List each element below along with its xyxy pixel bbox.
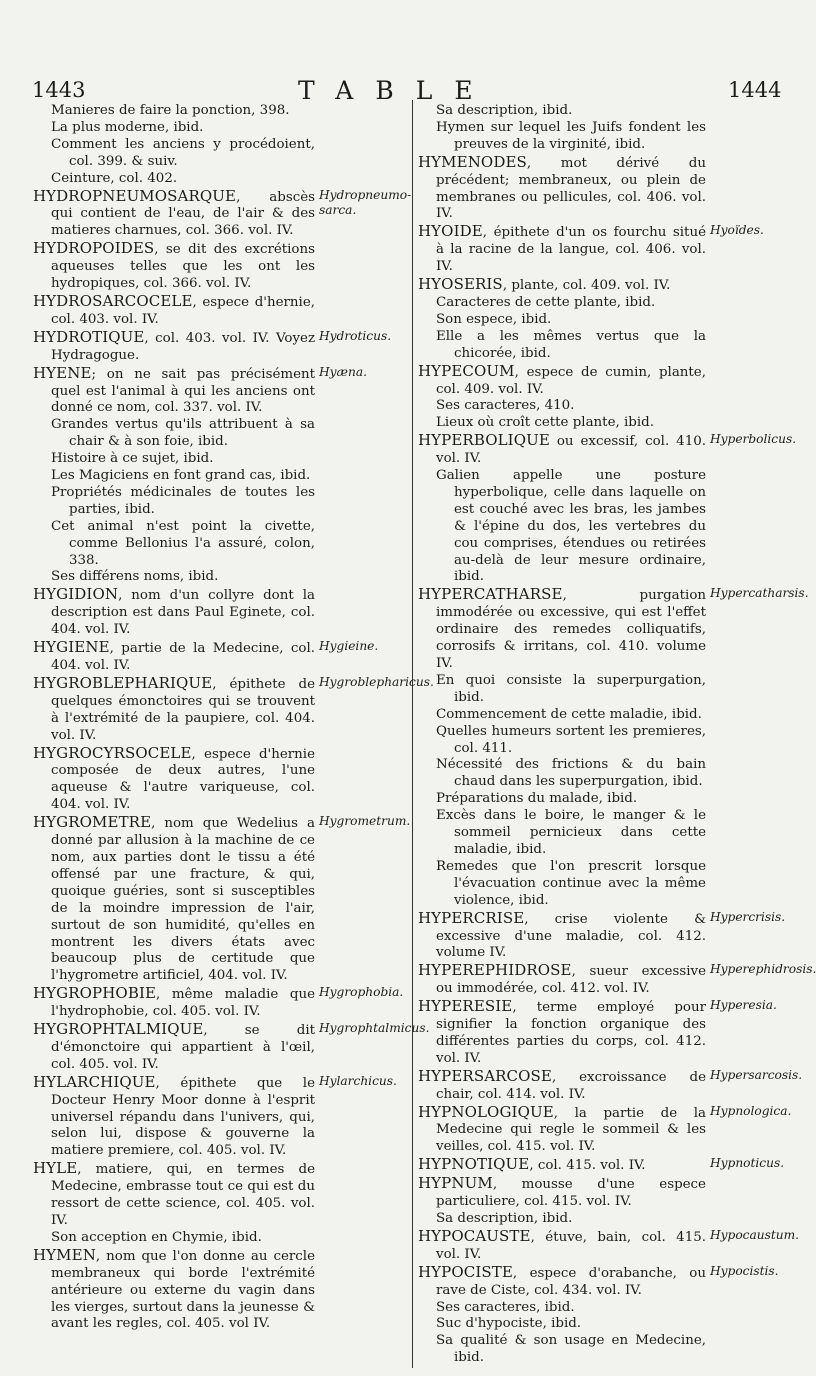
latin-margin-note: Hyperephidrosis. xyxy=(710,962,816,977)
index-entry xyxy=(33,813,411,985)
entry-text xyxy=(418,275,792,295)
entry-text xyxy=(436,415,792,432)
entry-text xyxy=(33,1159,401,1230)
index-subentry xyxy=(418,295,792,312)
entry-body: Elle a les mêmes vertus que la chicorée, ibid. xyxy=(436,328,706,361)
entry-body: Grandes vertus qu'ils attribuent à sa chair & à son foie, ibid. xyxy=(51,417,315,450)
entry-body: , purgation immodérée ou excessive, qui est l'effet ordinaire des remedes colliquatifs, corrosifs & irritans, col. 410. volume IV. xyxy=(436,588,706,671)
entry-body: Quelles humeurs sortent les premieres, col. 411. xyxy=(436,723,706,756)
entry-body: Remedes que l'on prescrit lorsque l'évacuation continue avec la même violence, ibid. xyxy=(436,858,706,908)
index-entry xyxy=(418,276,792,295)
latin-margin-note: Hypnologica. xyxy=(710,1103,792,1118)
entry-body: , nom que Wedelius a donné par allusion à la machine de ce nom, aux parties dont le tissu a été offensé par une fracture, & qui, quoique guéries, sont si susceptibles de la moindre impression de l'air, surtout de son humidité, qu'elles en montrent les divers états avec beaucoup plus de certitude que l'hygrometre artificiel, 404. vol. IV. xyxy=(51,816,315,984)
entry-text xyxy=(51,170,401,188)
entry-headword: HYENE xyxy=(33,363,92,382)
latin-margin-note: Hygieine. xyxy=(319,639,379,654)
entry-text xyxy=(418,1174,792,1211)
entry-headword: HYGROCYRSOCELE xyxy=(33,743,192,762)
entry-text xyxy=(436,1333,792,1367)
index-subentry xyxy=(418,1300,792,1317)
entry-body: , sueur excessive ou immodérée, col. 412. vol. IV. xyxy=(436,964,706,997)
entry-body: , épithete d'un os fourchu situé à la racine de la langue, col. 406. vol. IV. xyxy=(436,225,706,275)
entry-body: Sa description, ibid. xyxy=(436,1211,573,1226)
entry-body: Son acception en Chymie, ibid. xyxy=(51,1229,262,1245)
column-divider xyxy=(412,100,413,1368)
entry-headword: HYPNUM xyxy=(418,1174,493,1193)
entry-body: , épithete de quelques émonctoires qui se trouvent à l'extrémité de la paupiere, col. 404. vol. IV. xyxy=(51,676,315,743)
index-entry xyxy=(418,585,809,673)
entry-text xyxy=(436,672,792,707)
entry-headword: HYPERSARCOSE xyxy=(418,1066,552,1085)
index-entry xyxy=(418,431,797,468)
index-subentry xyxy=(33,120,401,137)
entry-body: Histoire à ce sujet, ibid. xyxy=(51,451,214,467)
entry-body: , abscès qui contient de l'eau, de l'air & des matieres charnues, col. 366. vol. IV. xyxy=(51,189,315,239)
entry-text xyxy=(51,119,401,137)
index-entry xyxy=(418,223,792,276)
entry-text xyxy=(436,119,792,154)
index-subentry xyxy=(418,1316,792,1333)
page-number-left: 1443 xyxy=(32,78,86,102)
index-entry xyxy=(418,1104,792,1157)
entry-headword: HYOSERIS xyxy=(418,275,503,294)
entry-body: , plante, col. 409. vol. IV. xyxy=(502,278,671,294)
entry-text xyxy=(418,152,792,224)
index-subentry xyxy=(418,808,792,859)
index-entry xyxy=(33,1160,401,1230)
latin-margin-note: Hydroticus. xyxy=(319,328,392,343)
entry-body: Ses caracteres, ibid. xyxy=(436,1299,575,1315)
index-subentry xyxy=(418,329,792,363)
entry-body: , mousse d'une espece particuliere, col. 415. vol. IV. xyxy=(436,1177,706,1210)
entry-headword: HYPERCATHARSE xyxy=(418,585,563,604)
index-subentry xyxy=(33,519,401,570)
latin-margin-note: Hylarchicus. xyxy=(319,1073,397,1088)
entry-headword: HYPERESIE xyxy=(418,997,513,1016)
entry-body: Excès dans le boire, le manger & le sommeil pernicieux dans cette maladie, ibid. xyxy=(436,808,706,857)
entry-text xyxy=(436,328,792,363)
index-entry xyxy=(33,186,412,241)
entry-headword: HYGROBLEPHARIQUE xyxy=(33,673,213,692)
entry-text xyxy=(33,239,401,293)
entry-text xyxy=(436,1316,792,1333)
entry-headword: HYOIDE xyxy=(418,222,483,241)
entry-body: Galien appelle une posture hyperbolique, celle dans laquelle on est couché avec les bras, les jambes & l'épine du dos, les vertebres du cou comprises, étendues ou retirées au-delà de leur mesure ordinaire, ibid. xyxy=(436,468,706,585)
entry-body: , étuve, bain, col. 415. vol. IV. xyxy=(436,1229,706,1262)
entry-headword: HYPERBOLIQUE xyxy=(418,431,550,450)
entry-headword: HYPERCRISE xyxy=(418,908,525,927)
entry-text xyxy=(33,1245,401,1334)
entry-body: Sa qualité & son usage en Medecine, ibid. xyxy=(436,1333,706,1366)
latin-margin-note: Hypersarcosis. xyxy=(710,1067,803,1082)
entry-body: , espece d'hernie composée de deux autres, l'une aqueuse & l'autre variqueuse, col. 404. vol. IV. xyxy=(51,746,315,813)
entry-body: La plus moderne, ibid. xyxy=(51,119,204,135)
entry-body: , espece d'orabanche, ou rave de Ciste, col. 434. vol. IV. xyxy=(436,1265,706,1298)
entry-text xyxy=(51,417,401,451)
index-subentry xyxy=(33,451,401,468)
index-entry xyxy=(418,363,792,399)
index-subentry xyxy=(418,103,792,120)
entry-body: , nom que l'on donne au cercle membraneux qui borde l'extrémité antérieure ou externe du vagin dans les vierges, surtout dans la jeunesse & avant les regles, col. 405. vol IV. xyxy=(51,1248,315,1332)
entry-headword: HYGROPHOBIE xyxy=(33,984,157,1003)
entry-text xyxy=(436,311,792,329)
latin-margin-note: Hygrophobia. xyxy=(319,985,404,1000)
index-subentry xyxy=(418,312,792,329)
entry-body: , excroissance de chair, col. 414. vol. IV. xyxy=(436,1069,706,1102)
entry-body: , nom d'un collyre dont la description est dans Paul Eginete, col. 404. vol. IV. xyxy=(51,588,315,638)
index-subentry xyxy=(33,1230,401,1247)
entry-body: Sa description, ibid. xyxy=(436,103,573,118)
entry-headword: HYDROTIQUE xyxy=(33,327,145,346)
left-column xyxy=(33,103,434,1333)
entry-text xyxy=(51,518,401,570)
index-subentry xyxy=(33,417,401,451)
entry-text xyxy=(33,813,411,985)
entry-text xyxy=(51,103,401,120)
index-entry xyxy=(418,910,792,963)
entry-text xyxy=(436,398,792,415)
entry-text xyxy=(436,1299,792,1317)
index-entry xyxy=(33,240,401,293)
entry-headword: HYPECOUM xyxy=(418,361,515,380)
latin-margin-note: Hypercrisis. xyxy=(710,909,786,924)
index-entry xyxy=(33,639,401,675)
entry-headword: HYLE xyxy=(33,1159,78,1178)
index-subentry xyxy=(33,171,401,188)
entry-body: Manieres de faire la ponction, 398. xyxy=(51,103,290,118)
entry-body: Hymen sur lequel les Juifs fondent les preuves de la virginité, ibid. xyxy=(436,119,706,152)
index-entry xyxy=(33,1247,401,1334)
entry-text xyxy=(436,791,792,808)
index-entry xyxy=(418,1156,792,1175)
index-subentry xyxy=(33,569,401,586)
entry-text xyxy=(51,484,401,519)
entry-body: , crise violente & excessive d'une maladie, col. 412. volume IV. xyxy=(436,911,706,961)
entry-body: , espece d'hernie, col. 403. vol. IV. xyxy=(51,294,315,327)
entry-text xyxy=(436,1211,792,1228)
entry-body: Ses différens noms, ibid. xyxy=(51,569,219,585)
entry-body: , épithete que le Docteur Henry Moor donne à l'esprit universel répandu dans l'univers, qui, selon lui, dispose & gouverne la matiere premiere, col. 405. vol. IV. xyxy=(51,1075,315,1159)
entry-headword: HYPNOTIQUE xyxy=(418,1155,530,1174)
index-subentry xyxy=(418,791,792,808)
index-entry xyxy=(33,1020,430,1074)
entry-body: Comment les anciens y procédoient, col. 399. & suiv. xyxy=(51,136,315,169)
index-entry xyxy=(418,1175,792,1211)
entry-text xyxy=(436,757,792,791)
entry-body: Nécessité des frictions & du bain chaud dans les superpurgation, ibid. xyxy=(436,757,706,790)
index-subentry xyxy=(418,757,792,791)
entry-body: ; on ne sait pas précisément quel est l'animal à qui les anciens ont donné ce nom, col. 337. vol. IV. xyxy=(51,366,315,416)
entry-text xyxy=(51,569,401,586)
entry-text xyxy=(436,294,792,312)
index-subentry xyxy=(33,485,401,519)
latin-margin-note: Hyæna. xyxy=(319,364,367,379)
entry-body: , la partie de la Medecine qui regle le sommeil & les veilles, col. 415. vol. IV. xyxy=(436,1105,706,1155)
entry-headword: HYDROPOIDES xyxy=(33,239,155,258)
index-subentry xyxy=(418,468,792,586)
latin-margin-note: Hypocaustum. xyxy=(710,1227,800,1242)
entry-body: , se dit des excrétions aqueuses telles que les ont les hydropiques, col. 366. vol. IV. xyxy=(51,242,315,292)
index-subentry xyxy=(33,468,401,485)
entry-text xyxy=(436,858,792,910)
entry-body: Ceinture, col. 402. xyxy=(51,170,178,186)
entry-body: Suc d'hypociste, ibid. xyxy=(436,1316,582,1332)
latin-margin-note: Hypercatharsis. xyxy=(710,586,809,601)
entry-text xyxy=(436,808,792,859)
index-entry xyxy=(33,293,401,329)
index-entry xyxy=(418,998,792,1068)
right-column xyxy=(418,103,816,1367)
entry-headword: HYMEN xyxy=(33,1245,96,1264)
page-number-right: 1444 xyxy=(728,78,782,102)
index-subentry xyxy=(418,415,792,432)
index-entry xyxy=(418,1066,803,1104)
index-entry xyxy=(418,1264,792,1300)
index-subentry xyxy=(418,859,792,910)
entry-headword: HYDROPNEUMOSARQUE xyxy=(33,186,237,205)
entry-body: , même maladie que l'hydrophobie, col. 405. vol. IV. xyxy=(51,987,315,1020)
entry-text xyxy=(436,103,792,120)
index-entry xyxy=(33,329,401,365)
index-entry xyxy=(418,961,816,998)
entry-body: , col. 403. vol. IV. Voyez Hydragogue. xyxy=(51,330,315,363)
latin-margin-note: Hyperesia. xyxy=(710,998,777,1013)
index-entry xyxy=(33,984,404,1021)
index-subentry xyxy=(418,398,792,415)
entry-headword: HYGROMETRE xyxy=(33,813,152,832)
entry-headword: HYPEREPHIDROSE xyxy=(418,961,572,980)
index-subentry xyxy=(418,1333,792,1367)
index-subentry xyxy=(418,673,792,707)
index-subentry xyxy=(33,103,401,120)
entry-headword: HYGIDION xyxy=(33,585,119,604)
entry-headword: HYLARCHIQUE xyxy=(33,1072,156,1091)
entry-headword: HYPNOLOGIQUE xyxy=(418,1102,554,1121)
index-entry xyxy=(33,673,434,745)
entry-headword: HYPOCAUSTE xyxy=(418,1226,531,1245)
entry-body: Ses caracteres, 410. xyxy=(436,398,575,414)
index-subentry xyxy=(418,1211,792,1228)
entry-body: , mot dérivé du précédent; membraneux, ou plein de membranes ou pellicules, col. 406. vol. IV. xyxy=(436,155,706,222)
latin-margin-note: Hyoïdes. xyxy=(710,223,764,238)
latin-margin-note: Hypocistis. xyxy=(710,1263,779,1278)
index-subentry xyxy=(418,120,792,154)
entry-text xyxy=(436,706,792,724)
entry-text xyxy=(33,585,401,639)
index-subentry xyxy=(33,137,401,171)
index-entry xyxy=(33,365,401,418)
entry-body: Les Magiciens en font grand cas, ibid. xyxy=(51,468,311,484)
entry-body: En quoi consiste la superpurgation, ibid. xyxy=(436,672,706,705)
entry-headword: HYGROPHTALMIQUE xyxy=(33,1020,204,1039)
entry-headword: HYDROSARCOCELE xyxy=(33,291,193,310)
entry-headword: HYMENODES xyxy=(418,152,527,171)
index-entry xyxy=(418,1226,800,1264)
latin-margin-note: Hypnoticus. xyxy=(710,1156,785,1171)
entry-body: Propriétés médicinales de toutes les parties, ibid. xyxy=(51,484,315,517)
latin-margin-note: Hyperbolicus. xyxy=(710,432,797,447)
entry-body: , partie de la Medecine, col. 404. vol. IV. xyxy=(51,641,315,673)
entry-text xyxy=(33,291,401,329)
index-subentry xyxy=(418,724,792,758)
entry-text xyxy=(436,723,792,758)
entry-body: , espece de cumin, plante, col. 409. vol. IV. xyxy=(436,364,706,397)
index-subentry xyxy=(418,707,792,724)
entry-text xyxy=(51,136,401,171)
index-entry xyxy=(33,745,401,815)
index-entry xyxy=(33,1074,401,1161)
entry-text xyxy=(33,743,401,815)
latin-margin-note: Hygrophtalmicus. xyxy=(319,1021,430,1036)
page-title: TABLE xyxy=(298,76,495,105)
latin-margin-note: Hygrometrum. xyxy=(319,814,411,829)
entry-body: , matiere, qui, en termes de Medecine, embrasse tout ce qui est du ressort de cette science, col. 405. vol. IV. xyxy=(51,1162,315,1228)
entry-text xyxy=(418,361,792,399)
index-entry xyxy=(418,154,792,224)
entry-body: Son espece, ibid. xyxy=(436,311,552,327)
entry-body: Lieux où croît cette plante, ibid. xyxy=(436,415,654,431)
index-entry xyxy=(33,586,401,639)
entry-headword: HYPOCISTE xyxy=(418,1262,513,1281)
latin-margin-note: Hygroblepharicus. xyxy=(319,674,434,689)
entry-body: , terme employé pour signifier la fonction organique des différentes parties du corps, col. 412. vol. IV. xyxy=(436,1000,706,1066)
entry-body: Commencement de cette maladie, ibid. xyxy=(436,706,702,722)
entry-text xyxy=(436,468,792,586)
entry-text xyxy=(51,1229,401,1247)
entry-body: Cet animal n'est point la civette, comme Bellonius l'a assuré, colon, 338. xyxy=(51,518,315,568)
entry-headword: HYGIENE xyxy=(33,638,110,657)
entry-text xyxy=(51,451,401,468)
entry-body: Caracteres de cette plante, ibid. xyxy=(436,294,656,310)
entry-text xyxy=(51,468,401,485)
latin-margin-note: Hydropneumo-sarca. xyxy=(319,187,412,217)
entry-body: , col. 415. vol. IV. xyxy=(529,1158,646,1174)
entry-body: , se dit d'émonctoire qui appartient à l'œil, col. 405. vol. IV. xyxy=(51,1023,315,1072)
entry-body: Préparations du malade, ibid. xyxy=(436,791,638,807)
entry-body: ou excessif, col. 410. vol. IV. xyxy=(436,434,706,467)
